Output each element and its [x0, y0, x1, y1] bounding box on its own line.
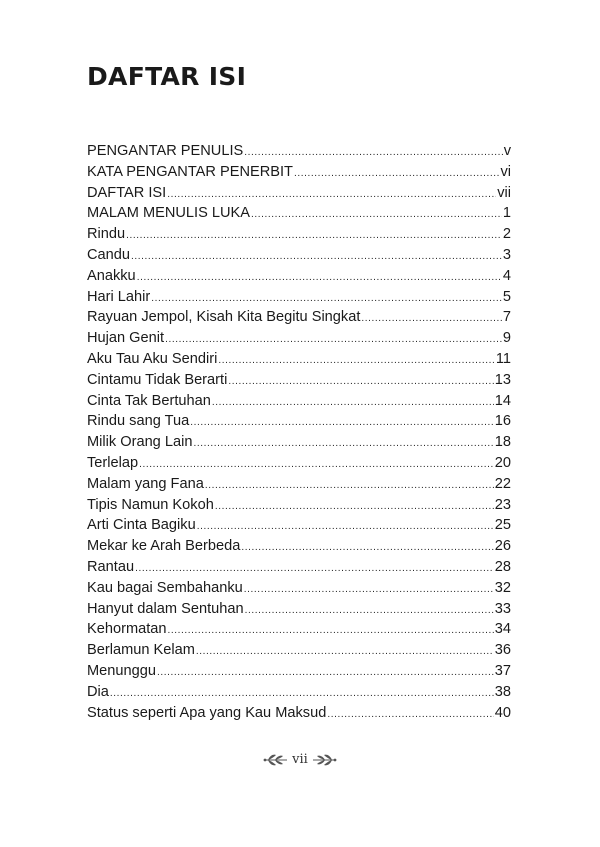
toc-entry-page: 32	[494, 579, 511, 596]
toc-dot-leader	[196, 642, 494, 663]
toc-entry-page: 40	[494, 704, 511, 721]
toc-dot-leader	[110, 684, 494, 705]
toc-dot-leader	[294, 164, 499, 185]
toc-dot-leader	[167, 185, 496, 206]
toc-entry-page: 5	[502, 288, 511, 305]
toc-entry-title: Malam yang Fana	[87, 475, 204, 492]
toc-entry-title: Cintamu Tidak Berarti	[87, 371, 228, 388]
toc-entry-title: Berlamun Kelam	[87, 642, 195, 659]
toc-dot-leader	[244, 580, 494, 601]
toc-entry	[87, 287, 511, 308]
toc-entry	[87, 245, 511, 266]
toc-entry	[87, 266, 511, 287]
page-footer	[0, 752, 600, 767]
toc-entry-page: 38	[494, 683, 511, 700]
toc-entry-page: 7	[502, 309, 511, 326]
toc-entry-page: 16	[494, 413, 511, 430]
toc-entry	[87, 474, 511, 495]
toc-entry-page: 20	[494, 454, 511, 471]
toc-entry-title: Hari Lahir	[87, 288, 151, 305]
toc-entry-title: Rantau	[87, 558, 135, 575]
toc-entry-title: Rindu sang Tua	[87, 413, 190, 430]
toc-entry-title: Arti Cinta Bagiku	[87, 517, 196, 534]
toc-entry-title: Terlelap	[87, 454, 139, 471]
toc-entry-page: 33	[494, 600, 511, 617]
toc-dot-leader	[215, 497, 494, 518]
toc-entry-page: 23	[494, 496, 511, 513]
toc-entry-page: 3	[502, 246, 511, 263]
toc-dot-leader	[190, 413, 494, 434]
toc-entry-page: 9	[502, 330, 511, 347]
toc-dot-leader	[241, 538, 493, 559]
toc-dot-leader	[135, 559, 494, 580]
toc-entry-title: Mekar ke Arah Berbeda	[87, 538, 241, 555]
toc-entry	[87, 515, 511, 536]
toc-entry	[87, 640, 511, 661]
table-of-contents	[87, 141, 511, 723]
laurel-left-icon	[262, 753, 288, 767]
toc-entry	[87, 703, 511, 724]
toc-dot-leader	[139, 455, 494, 476]
toc-entry	[87, 495, 511, 516]
toc-dot-leader	[361, 309, 501, 330]
toc-entry-page: 18	[494, 434, 511, 451]
toc-entry	[87, 370, 511, 391]
toc-entry-page: vi	[500, 163, 511, 180]
toc-entry-page: v	[503, 143, 511, 159]
toc-entry-title: Menunggu	[87, 662, 156, 679]
toc-dot-leader	[131, 247, 502, 268]
toc-entry-title: Kau bagai Sembahanku	[87, 579, 243, 596]
toc-entry-title: Milik Orang Lain	[87, 434, 193, 451]
toc-entry-page: vii	[497, 184, 511, 201]
toc-entry-title: Anakku	[87, 267, 136, 284]
toc-entry	[87, 224, 511, 245]
toc-entry-title: Rindu	[87, 226, 126, 243]
toc-dot-leader	[251, 205, 502, 226]
toc-entry	[87, 432, 511, 453]
toc-dot-leader	[165, 330, 502, 351]
toc-entry-title: Dia	[87, 683, 109, 700]
toc-dot-leader	[151, 289, 502, 310]
toc-dot-leader	[197, 517, 494, 538]
toc-entry-title: Hanyut dalam Sentuhan	[87, 600, 244, 617]
toc-entry-title: MALAM MENULIS LUKA	[87, 205, 251, 222]
toc-entry-page: 13	[494, 371, 511, 388]
toc-entry	[87, 536, 511, 557]
toc-entry	[87, 453, 511, 474]
toc-entry-page: 25	[494, 517, 511, 534]
toc-entry-page: 37	[494, 662, 511, 679]
toc-entry-title: PENGANTAR PENULIS	[87, 143, 244, 159]
toc-entry-title: Aku Tau Aku Sendiri	[87, 350, 218, 367]
toc-entry-title: Rayuan Jempol, Kisah Kita Begitu Singkat	[87, 309, 361, 326]
toc-entry-page: 22	[494, 475, 511, 492]
toc-dot-leader	[245, 601, 494, 622]
toc-dot-leader	[168, 621, 494, 642]
toc-entry	[87, 619, 511, 640]
toc-dot-leader	[193, 434, 493, 455]
toc-entry-title: Candu	[87, 246, 131, 263]
toc-entry-title: Tipis Namun Kokoh	[87, 496, 214, 513]
toc-entry-title: Status seperti Apa yang Kau Maksud	[87, 704, 327, 721]
toc-entry-page: 26	[494, 538, 511, 555]
toc-entry-title: DAFTAR ISI	[87, 184, 167, 201]
toc-dot-leader	[126, 226, 502, 247]
toc-entry	[87, 599, 511, 620]
toc-entry	[87, 557, 511, 578]
toc-dot-leader	[157, 663, 494, 684]
toc-dot-leader	[218, 351, 494, 372]
toc-entry-title: Hujan Genit	[87, 330, 165, 347]
toc-dot-leader	[228, 372, 493, 393]
toc-entry-title: Kehormatan	[87, 621, 167, 638]
toc-dot-leader	[137, 268, 502, 289]
toc-entry	[87, 203, 511, 224]
toc-entry-title: Cinta Tak Bertuhan	[87, 392, 211, 409]
toc-entry	[87, 349, 511, 370]
toc-entry-page: 1	[502, 205, 511, 222]
toc-dot-leader	[212, 393, 494, 414]
toc-entry	[87, 411, 511, 432]
toc-dot-leader	[205, 476, 494, 497]
toc-entry	[87, 661, 511, 682]
toc-entry	[87, 578, 511, 599]
toc-dot-leader	[244, 143, 502, 164]
laurel-right-icon	[312, 753, 338, 767]
page-number: vii	[292, 752, 308, 767]
toc-entry	[87, 391, 511, 412]
toc-entry	[87, 682, 511, 703]
toc-entry	[87, 141, 511, 162]
toc-entry-page: 4	[502, 267, 511, 284]
toc-entry	[87, 183, 511, 204]
toc-entry-page: 28	[494, 558, 511, 575]
toc-entry-page: 14	[494, 392, 511, 409]
toc-entry	[87, 307, 511, 328]
toc-entry-page: 2	[502, 226, 511, 243]
page-title: DAFTAR ISI	[87, 62, 247, 91]
toc-entry	[87, 162, 511, 183]
toc-entry-page: 11	[495, 350, 511, 367]
toc-entry-page: 34	[494, 621, 511, 638]
toc-entry-title: KATA PENGANTAR PENERBIT	[87, 163, 293, 180]
toc-dot-leader	[327, 705, 493, 726]
toc-entry-page: 36	[494, 642, 511, 659]
toc-entry	[87, 328, 511, 349]
